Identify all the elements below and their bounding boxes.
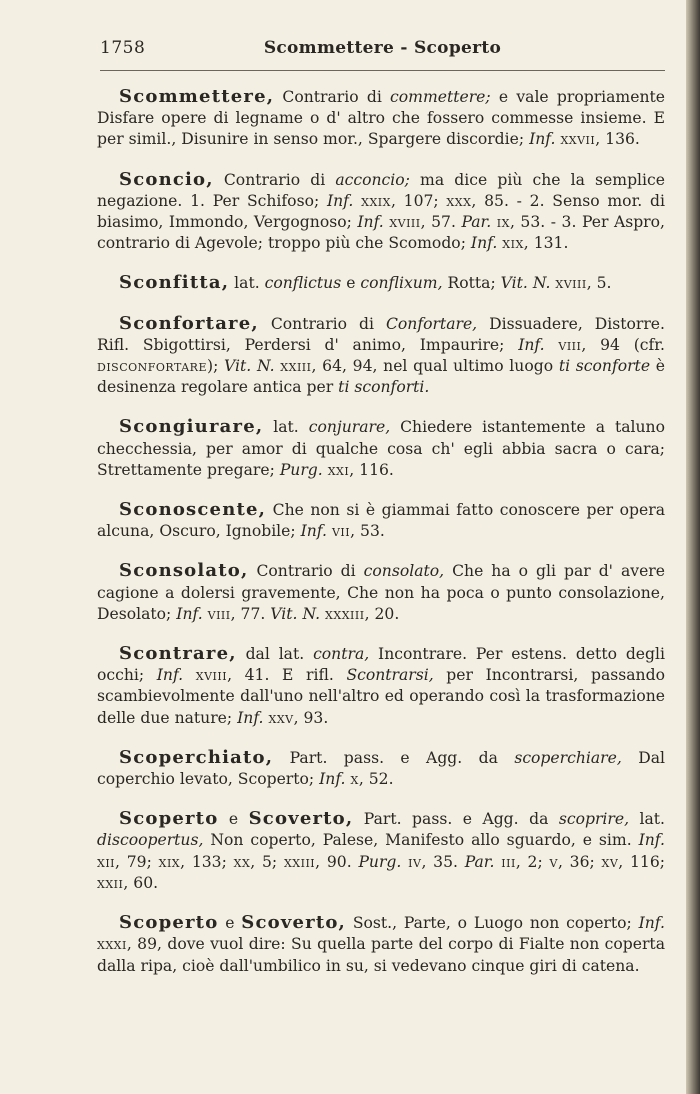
roman-numeral: xxii: [97, 873, 124, 892]
definition-text: [353, 192, 361, 210]
definition-text: , 5;: [250, 852, 284, 871]
definition-text: , 60.: [123, 873, 159, 892]
roman-numeral: xviii: [195, 666, 228, 685]
definition-text: e: [218, 914, 242, 933]
roman-numeral: xxi: [327, 460, 350, 479]
definition-text: Incontrare. Per estens. detto degli occhi;: [97, 645, 665, 685]
entry-variant-lemma: Scoverto,: [248, 808, 354, 830]
citation-italic: Inf.: [638, 831, 665, 850]
roman-numeral: xxxiii: [325, 604, 365, 623]
entry-lemma: Scontrare,: [119, 643, 237, 665]
roman-numeral: iii: [501, 852, 516, 871]
dictionary-entry: [97, 747, 665, 790]
dictionary-entry: [97, 499, 665, 542]
definition-text: Non coperto, Palese, Manifesto allo sguardo, e sim.: [203, 831, 639, 850]
citation-italic: Purg.: [358, 852, 402, 871]
definition-text: , 2;: [515, 852, 550, 871]
definition-text: lat.: [629, 810, 666, 829]
definition-text: e: [218, 810, 249, 829]
definition-text: );: [207, 357, 225, 376]
citation-italic: conflictus: [264, 274, 342, 293]
definition-text: Dal coperchio levato, Scoperto;: [97, 748, 665, 789]
definition-text: Contrario di: [248, 562, 364, 581]
definition-text: Contrario di: [258, 314, 386, 333]
definition-text: dal lat.: [236, 645, 314, 664]
roman-numeral: disconfortare: [97, 357, 207, 376]
definition-text: e: [341, 274, 361, 293]
definition-text: per Incontrarsi, passando scambievolmente dall'uno nell'altro ed operando così la trasformazione delle due nature;: [97, 666, 665, 727]
citation-italic: Inf.: [300, 522, 327, 541]
definition-text: Part. pass. e Agg. da: [273, 748, 515, 767]
roman-numeral: v: [549, 852, 558, 871]
roman-numeral: ix: [496, 213, 510, 232]
entry-lemma: Scoperto: [119, 808, 219, 830]
running-title: Scommettere - Scoperto: [263, 38, 502, 58]
citation-italic: conflixum,: [360, 274, 443, 293]
definition-text: [183, 666, 196, 684]
definition-text: , 93.: [293, 708, 329, 727]
definition-text: , 90.: [315, 852, 359, 871]
citation-italic: Inf.: [529, 130, 556, 149]
citation-italic: Par.: [464, 852, 495, 871]
entry-lemma: Scoperto: [119, 912, 219, 934]
definition-text: lat.: [229, 274, 265, 293]
citation-italic: Inf.: [237, 708, 264, 727]
definition-text: è desinenza regolare antica per: [97, 357, 665, 397]
citation-italic: Vit. N.: [500, 274, 551, 293]
entry-lemma: Scommettere,: [119, 86, 275, 107]
definition-text: Contrario di: [274, 88, 391, 106]
page-edge-shadow: [686, 0, 700, 1094]
citation-italic: Inf.: [357, 213, 384, 232]
definition-text: Chiedere istantemente a taluno checchessia, per amor di qualche cosa ch' egli abbia sacra o cara; Strettamente pregare;: [97, 418, 665, 479]
dictionary-entry: [97, 313, 665, 399]
citation-italic: Scontrarsi,: [346, 666, 434, 685]
dictionary-entry: [97, 416, 665, 481]
citation-italic: Inf.: [156, 666, 184, 685]
citation-italic: scoprire,: [558, 810, 630, 829]
definition-text: , 85. - 2. Senso mor. di biasimo, Immondo, Vergognoso;: [97, 191, 665, 232]
roman-numeral: xxix: [361, 191, 391, 210]
definition-text: , 136.: [595, 130, 640, 149]
citation-italic: Inf.: [326, 191, 354, 210]
definition-text: ma dice più che la semplice negazione. 1. Per Schifoso;: [97, 170, 665, 210]
citation-italic: scoperchiare,: [514, 748, 622, 767]
citation-italic: Inf.: [518, 335, 545, 354]
definition-text: Che non si è giammai fatto conoscere per opera alcuna, Oscuro, Ignobile;: [97, 501, 665, 541]
definition-text: , 57.: [420, 213, 462, 232]
definition-text: , 52.: [358, 770, 394, 789]
citation-italic: Purg.: [279, 460, 323, 479]
citation-italic: conjurare,: [308, 418, 391, 437]
definition-text: , 131.: [523, 234, 569, 253]
roman-numeral: x: [350, 770, 359, 789]
definition-text: , 20.: [364, 604, 400, 623]
definition-text: Contrario di: [213, 170, 336, 189]
citation-italic: Confortare,: [385, 314, 478, 333]
definition-text: , 53.: [350, 522, 385, 541]
roman-numeral: xix: [502, 234, 524, 253]
citation-italic: Vit. N.: [224, 357, 275, 376]
citation-italic: contra,: [313, 645, 370, 664]
roman-numeral: xviii: [555, 274, 587, 293]
definition-text: , 116.: [349, 460, 394, 479]
definition-text: , 133;: [180, 852, 234, 871]
citation-italic: Par.: [461, 213, 492, 232]
dictionary-entries: [97, 86, 665, 995]
definition-text: Part. pass. e Agg. da: [353, 810, 559, 829]
roman-numeral: xxx: [446, 191, 472, 210]
dictionary-entry: [97, 272, 665, 294]
roman-numeral: xxv: [268, 708, 294, 727]
citation-italic: Inf.: [470, 234, 498, 253]
entry-lemma: Scoperchiato,: [119, 746, 274, 768]
running-header: [100, 36, 665, 71]
definition-text: Che ha o gli par d' avere cagione a dolersi gravemente, Che non ha poca o punto consolazione, Desolato;: [97, 562, 665, 623]
definition-text: , 107;: [390, 191, 447, 210]
citation-italic: ti sconforti.: [338, 378, 430, 397]
definition-text: , 53. - 3. Per Aspro, contrario di Agevole; troppo più che Scomodo;: [97, 213, 665, 253]
citation-italic: commettere;: [390, 88, 491, 106]
roman-numeral: xxiii: [280, 357, 312, 376]
citation-italic: Vit. N.: [270, 604, 321, 623]
definition-text: e vale propriamente Disfare opere di legname o d' altro che fossero commesse insieme. E per simil., Disunire in senso mor., Spargere discordie;: [97, 88, 665, 149]
definition-text: [545, 336, 559, 354]
roman-numeral: vii: [331, 522, 351, 541]
roman-numeral: xxxi: [97, 935, 127, 954]
roman-numeral: xii: [97, 852, 116, 871]
citation-italic: consolato,: [363, 562, 445, 581]
dictionary-entry: [97, 912, 665, 977]
definition-text: , 79;: [115, 852, 159, 871]
citation-italic: Inf.: [319, 770, 346, 789]
definition-text: , 77.: [230, 604, 271, 623]
definition-text: Dissuadere, Distorre. Rifl. Sbigottirsi, Perdersi d' animo, Impaurire;: [97, 314, 665, 354]
roman-numeral: xxiii: [283, 852, 316, 871]
roman-numeral: xv: [601, 852, 619, 871]
citation-italic: ti sconforte: [558, 357, 651, 376]
dictionary-entry: [97, 560, 665, 625]
dictionary-entry: [97, 643, 665, 729]
citation-italic: discoopertus,: [97, 831, 204, 850]
definition-text: , 94 (cfr.: [581, 335, 665, 354]
citation-italic: Inf.: [176, 604, 203, 623]
citation-italic: Inf.: [638, 914, 665, 933]
definition-text: , 5.: [586, 274, 612, 293]
roman-numeral: iv: [408, 852, 422, 871]
definition-text: , 35.: [421, 852, 465, 871]
roman-numeral: xx: [233, 852, 251, 871]
definition-text: , 116;: [618, 852, 666, 871]
entry-variant-lemma: Scoverto,: [241, 912, 347, 934]
definition-text: , 41. E rifl.: [227, 666, 347, 685]
roman-numeral: xxvii: [560, 130, 596, 149]
dictionary-entry: [97, 169, 665, 255]
entry-lemma: Scongiurare,: [119, 416, 264, 438]
entry-lemma: Sconoscente,: [119, 499, 267, 521]
dictionary-entry: [97, 808, 665, 894]
roman-numeral: xix: [158, 852, 181, 871]
page-number: 1758: [100, 38, 146, 58]
entry-definition: [229, 274, 611, 292]
definition-text: , 36;: [557, 852, 602, 871]
dictionary-entry: [97, 86, 665, 151]
entry-lemma: Sconfitta,: [119, 272, 230, 294]
roman-numeral: viii: [558, 335, 582, 354]
definition-text: , 89, dove vuol dire: Su quella parte del corpo di Fialte non coperta dalla ripa, cioè dall'umbilico in su, si vedevano cinque giri di catena.: [97, 935, 665, 975]
definition-text: lat.: [263, 418, 309, 437]
roman-numeral: xviii: [389, 213, 421, 232]
entry-lemma: Sconsolato,: [119, 560, 249, 582]
entry-lemma: Sconfortare,: [119, 312, 259, 334]
definition-text: Sost., Parte, o Luogo non coperto;: [346, 914, 639, 933]
roman-numeral: viii: [207, 604, 231, 623]
definition-text: Rotta;: [442, 274, 501, 293]
definition-text: , 64, 94, nel qual ultimo luogo: [311, 357, 559, 376]
entry-lemma: Sconcio,: [119, 168, 214, 190]
citation-italic: acconcio;: [335, 170, 410, 189]
